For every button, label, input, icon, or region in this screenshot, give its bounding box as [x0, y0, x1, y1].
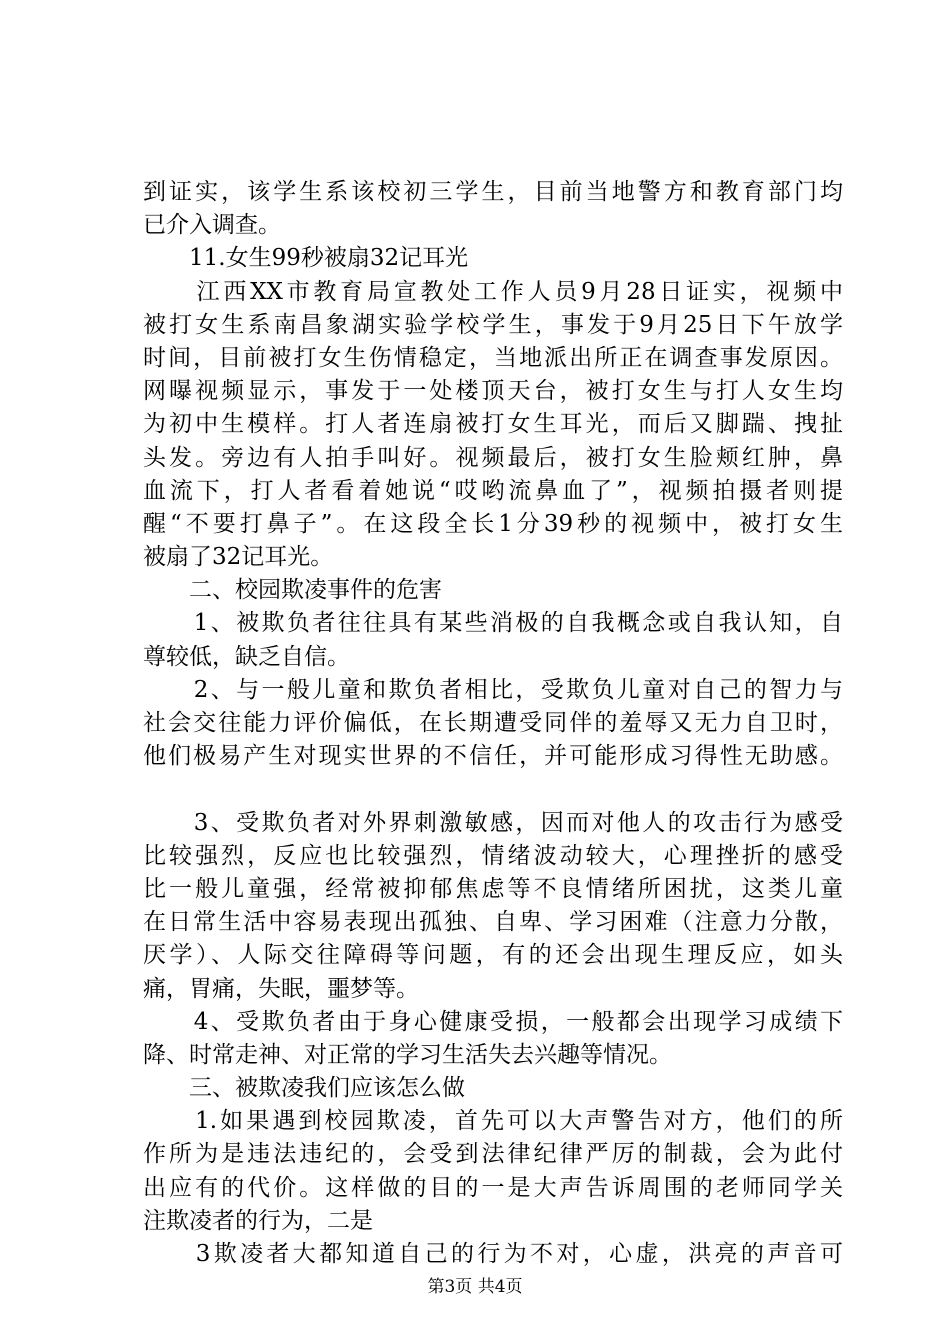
text-line: 痛，胃痛，失眠，噩梦等。 [143, 975, 419, 1002]
text-line: 降、时常走神、对正常的学习生活失去兴趣等情况。 [143, 1041, 672, 1068]
text-line: 醒“不要打鼻子”。在这段全长1分39秒的视频中，被打女生 [143, 510, 843, 537]
text-line: 厌学）、人际交往障碍等问题，有的还会出现生理反应，如头 [143, 942, 843, 969]
text-line: 社会交往能力评价偏低，在长期遭受同伴的羞辱又无力自卫时， [143, 710, 843, 736]
blank-line [143, 773, 843, 806]
text-line: 尊较低，缺乏自信。 [143, 643, 350, 670]
section-heading: 三、被欺凌我们应该怎么做 [143, 1075, 465, 1102]
text-line: 3欺凌者大都知道自己的行为不对，心虚，洪亮的声音可 [143, 1241, 843, 1267]
text-line: 比一般儿童强，经常被抑郁焦虑等不良情绪所困扰，这类儿童 [143, 875, 843, 902]
text-line: 头发。旁边有人拍手叫好。视频最后，被打女生脸颊红肿，鼻 [143, 444, 843, 471]
text-line: 江西XX市教育局宣教处工作人员9月28日证实，视频中 [143, 278, 843, 305]
text-line: 为初中生模样。打人者连扇被打女生耳光，而后又脚踹、拽扯 [143, 411, 843, 438]
text-line: 出应有的代价。这样做的目的一是大声告诉周围的老师同学关 [143, 1174, 843, 1201]
page-footer: 第3页 共4页 [427, 1277, 523, 1297]
text-line: 到证实，该学生系该校初三学生，目前当地警方和教育部门均 [143, 179, 843, 205]
text-line: 作所为是违法违纪的，会受到法律纪律严厉的制裁，会为此付 [143, 1141, 843, 1168]
text-line: 3、受欺负者对外界刺激敏感，因而对他人的攻击行为感受 [143, 809, 843, 836]
text-line: 时间，目前被打女生伤情稳定，当地派出所正在调查事发原因。 [143, 344, 843, 371]
section-heading: 二、校园欺凌事件的危害 [143, 577, 442, 604]
text-line: 网曝视频显示，事发于一处楼顶天台，被打女生与打人女生均 [143, 378, 843, 405]
document-body [143, 176, 843, 1271]
text-line: 被打女生系南昌象湖实验学校学生，事发于9月25日下午放学 [143, 311, 843, 338]
text-line: 1.如果遇到校园欺凌，首先可以大声警告对方，他们的所 [143, 1108, 843, 1135]
text-line: 2、与一般儿童和欺负者相比，受欺负儿童对自己的智力与 [143, 676, 843, 703]
text-line: 4、受欺负者由于身心健康受损，一般都会出现学习成绩下 [143, 1008, 843, 1035]
text-line: 比较强烈，反应也比较强烈，情绪波动较大，心理挫折的感受 [143, 842, 843, 869]
text-line: 在日常生活中容易表现出孤独、自卑、学习困难（注意力分散， [143, 909, 843, 936]
text-line: 被扇了32记耳光。 [143, 544, 334, 571]
section-heading: 11.女生99秒被扇32记耳光 [143, 245, 469, 272]
text-line: 已介入调查。 [143, 212, 281, 239]
text-line: 1、被欺负者往往具有某些消极的自我概念或自我认知，自 [143, 610, 843, 637]
text-line: 血流下，打人者看着她说“哎哟流鼻血了”，视频拍摄者则提 [143, 477, 843, 504]
text-line: 他们极易产生对现实世界的不信任，并可能形成习得性无助感。 [143, 743, 843, 770]
text-line: 注欺凌者的行为，二是 [143, 1207, 373, 1234]
